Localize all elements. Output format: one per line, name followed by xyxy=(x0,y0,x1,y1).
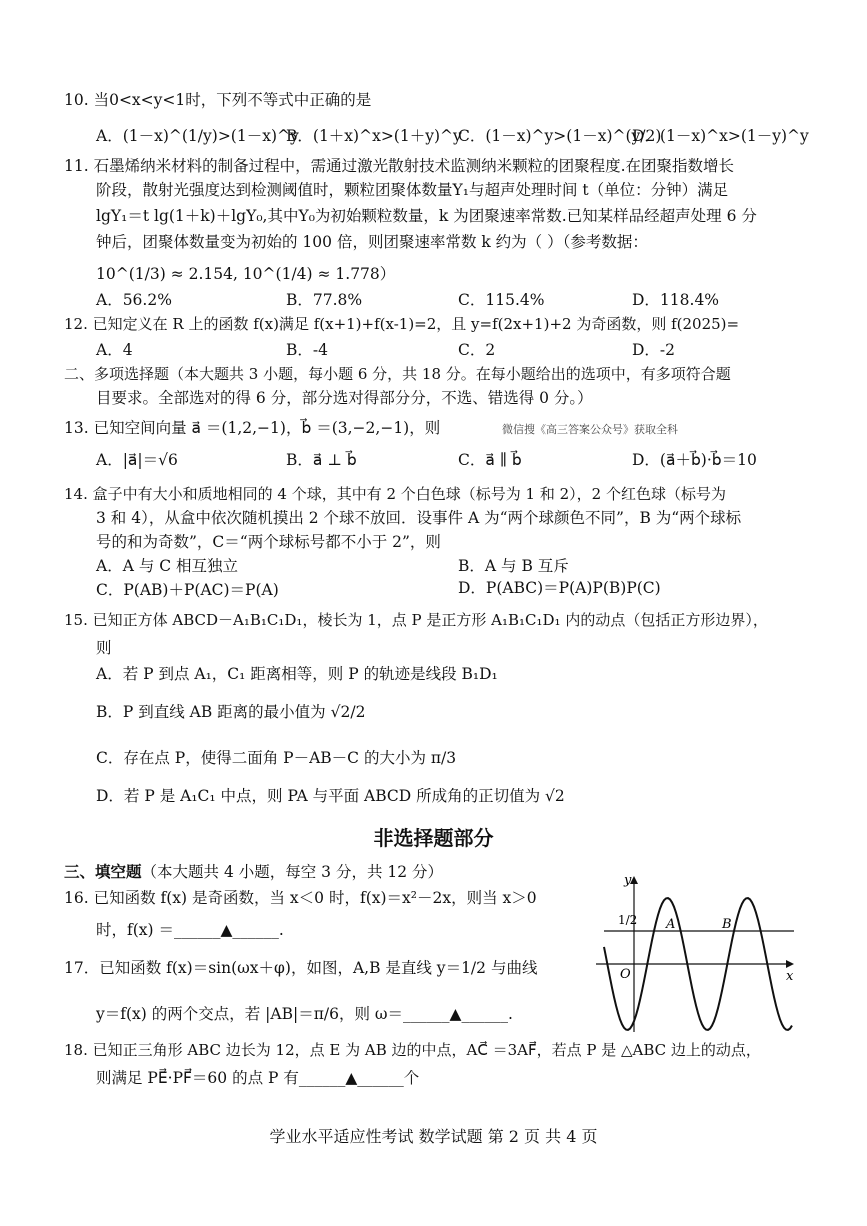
q15-option-d: D．若 P 是 A₁C₁ 中点，则 PA 与平面 ABCD 所成角的正切值为 √2 xyxy=(96,787,565,805)
q13-option-c: C．a⃗ ∥ b⃗ xyxy=(458,451,522,469)
q15-option-a: A．若 P 到点 A₁，C₁ 距离相等，则 P 的轨迹是线段 B₁D₁ xyxy=(96,665,498,683)
section-3-title: 三、填空题 xyxy=(64,862,142,881)
q13-watermark: 微信搜《高三答案公众号》获取全科 xyxy=(502,423,678,436)
q12-stem: 12. 已知定义在 R 上的函数 f(x)满足 f(x+1)+f(x-1)=2，且 y=f(2x+1)+2 为奇函数，则 f(2025)= xyxy=(64,315,740,333)
q11-line-4: 钟后，团聚体数量变为初始的 100 倍，则团聚速率常数 k 约为（ ）（参考数据： xyxy=(96,233,648,251)
sine-graph xyxy=(596,874,796,1034)
section-3-note: （本大题共 4 小题，每空 3 分，共 12 分） xyxy=(141,863,444,881)
q13-option-d: D．(a⃗＋b⃗)·b⃗＝10 xyxy=(632,451,757,469)
point-a-label: A xyxy=(666,917,676,932)
q11-option-c: C．115.4% xyxy=(458,291,545,309)
half-label: 1/2 xyxy=(618,913,638,927)
q14-line-3: 号的和为奇数”，C＝“两个球标号都不小于 2”，则 xyxy=(96,533,441,551)
q12-option-c: C．2 xyxy=(458,341,496,359)
q14-option-c: C．P(AB)＋P(AC)＝P(A) xyxy=(96,581,279,599)
q18-line-2: 则满足 PE⃗·PF⃗＝60 的点 P 有______▲______个 xyxy=(96,1069,420,1087)
q17-line-1: 17．已知函数 f(x)＝sin(ωx＋φ)，如图，A,B 是直线 y＝1/2 与曲线 xyxy=(64,959,538,977)
q10-stem: 10. 当0<x<y<1时，下列不等式中正确的是 xyxy=(64,91,372,109)
q11-line-2: 阶段，散射光强度达到检测阈值时，颗粒团聚体数量Y₁与超声处理时间 t（单位：分钟）满足 xyxy=(96,181,729,199)
origin-label: O xyxy=(620,967,631,982)
q12-option-a: A．4 xyxy=(96,341,133,359)
q13-option-b: B．a⃗ ⊥ b⃗ xyxy=(286,451,357,469)
q10-option-d: D．(1－x)^x>(1－y)^y xyxy=(632,127,809,145)
section-2-heading: 二、多项选择题（本大题共 3 小题，每小题 6 分，共 18 分。在每小题给出的选项中，有多项符合题 xyxy=(64,365,731,383)
q11-line-5: 10^(1/3) ≈ 2.154, 10^(1/4) ≈ 1.778） xyxy=(96,265,396,283)
q11-option-b: B．77.8% xyxy=(286,291,363,309)
q14-line-1: 14. 盒子中有大小和质地相同的 4 个球，其中有 2 个白色球（标号为 1 和 2），2 个红色球（标号为 xyxy=(64,485,726,503)
q13-stem: 13. 已知空间向量 a⃗ ＝(1,2,−1)，b⃗ ＝(3,−2,−1)，则 xyxy=(64,419,441,437)
q15-line-1: 15. 已知正方体 ABCD－A₁B₁C₁D₁，棱长为 1，点 P 是正方形 A₁B₁C₁D₁ 内的动点（包括正方形边界）， xyxy=(64,611,768,629)
q14-line-2: 3 和 4），从盒中依次随机摸出 2 个球不放回．设事件 A 为“两个球颜色不同”，B 为“两个球标 xyxy=(96,509,742,527)
x-axis-arrow xyxy=(786,960,794,968)
q15-option-b: B．P 到直线 AB 距离的最小值为 √2/2 xyxy=(96,703,366,721)
q11-line-3: lgY₁＝t lg(1＋k)＋lgY₀,其中Y₀为初始颗粒数量，k 为团聚速率常数.已知某样品经超声处理 6 分 xyxy=(96,207,757,225)
q12-option-d: D．-2 xyxy=(632,341,676,359)
page-footer: 学业水平适应性考试 数学试题 第 2 页 共 4 页 xyxy=(269,1127,598,1146)
x-axis-label: x xyxy=(786,969,794,984)
q15-option-c: C．存在点 P，使得二面角 P－AB－C 的大小为 π/3 xyxy=(96,749,457,767)
part-title: 非选择题部分 xyxy=(373,826,494,850)
q16-line-1: 16. 已知函数 f(x) 是奇函数，当 x＜0 时，f(x)＝x²－2x，则当 x＞0 xyxy=(64,889,537,907)
q11-line-1: 11. 石墨烯纳米材料的制备过程中，需通过激光散射技术监测纳米颗粒的团聚程度.在团聚指数增长 xyxy=(64,157,735,175)
q14-option-a: A．A 与 C 相互独立 xyxy=(96,557,239,575)
q10-option-c: C．(1－x)^y>(1－x)^(y/2) xyxy=(458,127,662,145)
q18-line-1: 18. 已知正三角形 ABC 边长为 12，点 E 为 AB 边的中点，AC⃗ ＝3AF⃗，若点 P 是 △ABC 边上的动点， xyxy=(64,1041,761,1059)
q16-line-2: 时，f(x) ＝______▲______. xyxy=(96,921,284,939)
section-3-heading xyxy=(64,862,443,882)
point-b-label: B xyxy=(722,917,732,932)
q15-line-2: 则 xyxy=(96,639,112,657)
y-axis-label: y xyxy=(624,874,632,888)
q11-option-a: A．56.2% xyxy=(96,291,172,309)
q14-option-b: B．A 与 B 互斥 xyxy=(458,557,569,575)
q10-option-a: A．(1－x)^(1/y)>(1－x)^y xyxy=(96,127,299,145)
q14-option-d: D．P(ABC)＝P(A)P(B)P(C) xyxy=(458,579,661,597)
q13-option-a: A．|a⃗|＝√6 xyxy=(96,451,178,469)
q10-option-b: B．(1＋x)^x>(1＋y)^y xyxy=(286,127,462,145)
q12-option-b: B．-4 xyxy=(286,341,328,359)
section-2-note: 目要求。全部选对的得 6 分，部分选对得部分分，不选、错选得 0 分。） xyxy=(96,389,593,407)
q17-line-2: y＝f(x) 的两个交点，若 |AB|＝π/6，则 ω＝______▲______. xyxy=(96,1005,513,1023)
q11-option-d: D．118.4% xyxy=(632,291,720,309)
